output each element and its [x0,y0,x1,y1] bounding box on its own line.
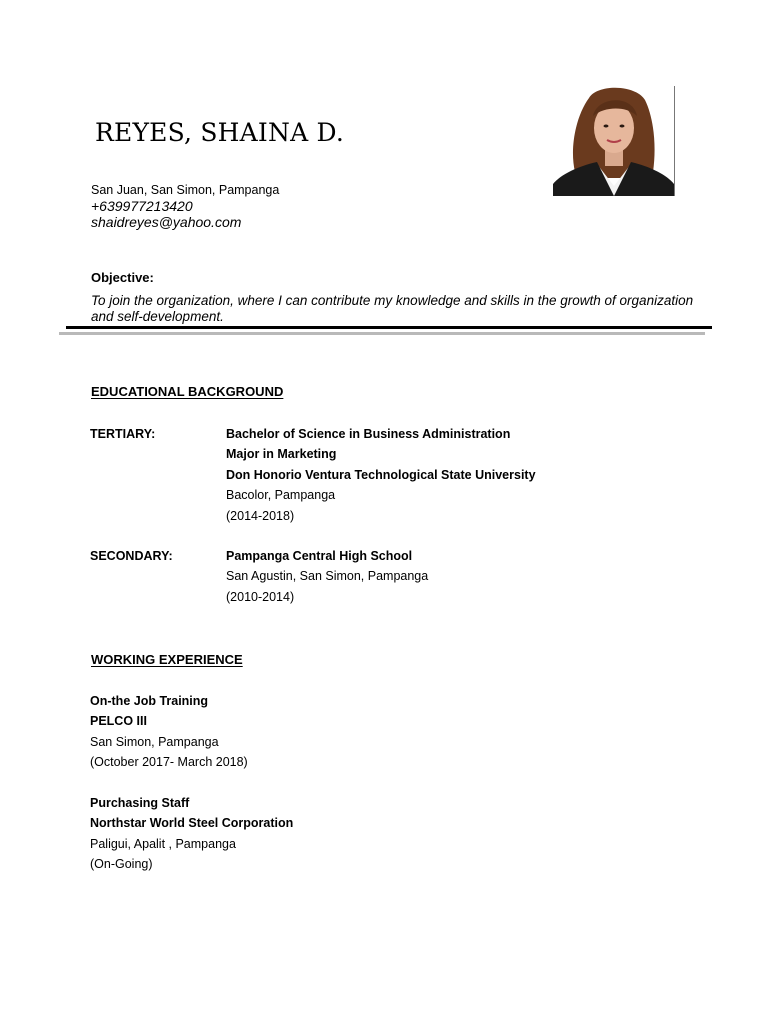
job-period: (October 2017- March 2018) [90,755,248,770]
education-heading: EDUCATIONAL BACKGROUND [91,384,284,399]
job-location: San Simon, Pampanga [90,734,219,749]
profile-photo-image [553,86,674,196]
applicant-name: REYES, SHAINA D. [95,118,344,147]
job-location: Paligui, Apalit , Pampanga [90,836,236,851]
secondary-years: (2010-2014) [226,589,295,604]
divider-thick [66,326,712,329]
secondary-location: San Agustin, San Simon, Pampanga [226,569,429,584]
tertiary-major: Major in Marketing [226,447,337,462]
contact-info [91,183,279,230]
tertiary-school: Don Honorio Ventura Technological State University [226,467,536,482]
job-period: (On-Going) [90,857,153,872]
job-entry [90,691,248,773]
job-company: PELCO III [90,714,147,729]
experience-heading: WORKING EXPERIENCE [91,652,243,667]
profile-photo [553,86,675,196]
job-title: Purchasing Staff [90,796,190,810]
tertiary-label: TERTIARY: [90,427,156,441]
tertiary-degree: Bachelor of Science in Business Administration [226,427,511,441]
objective-label: Objective: [91,270,154,285]
phone-number: +639977213420 [91,198,193,214]
secondary-label: SECONDARY: [90,549,173,563]
tertiary-details [226,424,536,526]
tertiary-location: Bacolor, Pampanga [226,488,336,503]
job-entry [90,793,293,875]
secondary-details [226,546,428,607]
tertiary-years: (2014-2018) [226,508,295,523]
objective-text: To join the organization, where I can contribute my knowledge and skills in the growth of organization and self-development. [91,293,694,324]
divider-gray [59,332,705,335]
job-company: Northstar World Steel Corporation [90,816,294,831]
address: San Juan, San Simon, Pampanga [91,183,280,197]
job-title: On-the Job Training [90,694,209,708]
email-address: shaidreyes@yahoo.com [91,214,242,230]
secondary-school: Pampanga Central High School [226,549,413,563]
